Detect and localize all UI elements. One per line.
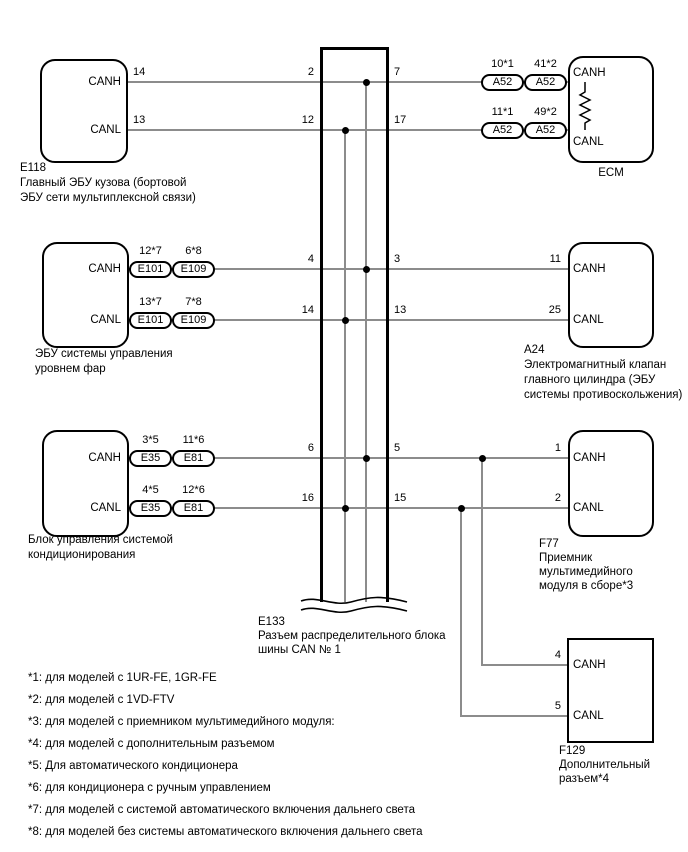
bus-pin-number: 17	[394, 114, 407, 126]
can-bus-e133-top-edge	[320, 47, 389, 50]
junction-dot	[363, 79, 370, 86]
connector-pin: 4*5	[142, 484, 159, 496]
block-desc: шины CAN № 1	[258, 644, 341, 656]
bus-pin-number: 12	[301, 114, 314, 126]
signal-label: CANH	[573, 67, 606, 79]
block-ac-ecu	[42, 430, 129, 537]
signal-label: CANL	[573, 502, 604, 514]
block-desc: системы противоскольжения)	[524, 389, 683, 401]
bus-pin-number: 16	[301, 492, 314, 504]
connector: E109	[172, 312, 215, 329]
junction-dot	[342, 127, 349, 134]
bus-pin-number: 5	[394, 442, 401, 454]
junction-dot	[342, 505, 349, 512]
signal-label: CANL	[573, 136, 604, 148]
connector: A52	[524, 122, 567, 139]
block-caption-f129	[559, 744, 650, 786]
bus-pin-number: 3	[394, 253, 401, 265]
block-desc: Разъем распределительного блока	[258, 630, 446, 642]
wire	[460, 715, 567, 717]
connector-pin: 11*1	[491, 106, 514, 118]
pin-number: 11	[549, 253, 561, 265]
block-id: ECM	[598, 167, 624, 179]
block-desc: Электромагнитный клапан	[524, 359, 667, 371]
block-id: E133	[258, 616, 285, 628]
connector: A52	[524, 74, 567, 91]
signal-label: CANH	[573, 659, 606, 671]
signal-label: CANH	[573, 263, 606, 275]
block-f77	[568, 430, 654, 537]
connector-pin: 12*6	[182, 484, 205, 496]
connector: E35	[129, 450, 172, 467]
junction-dot	[342, 317, 349, 324]
connector: E101	[129, 261, 172, 278]
block-caption-e133	[258, 615, 446, 657]
connector: A52	[481, 74, 524, 91]
bus-internal-canl-line	[344, 129, 346, 602]
block-a24	[568, 242, 654, 348]
connector: E35	[129, 500, 172, 517]
footnote: *3: для моделей с приемником мультимедийного модуля:	[28, 716, 335, 728]
footnote: *2: для моделей с 1VD-FTV	[28, 694, 175, 706]
block-desc: ЭБУ сети мультиплексной связи)	[20, 192, 196, 204]
footnote: *6: для кондиционера с ручным управлением	[28, 782, 271, 794]
block-id: F129	[559, 745, 586, 757]
signal-label: CANL	[90, 502, 121, 514]
block-caption-ac	[28, 533, 173, 563]
can-bus-e133-left-edge	[320, 47, 323, 602]
junction-dot	[458, 505, 465, 512]
bus-pin-number: 2	[307, 66, 314, 78]
signal-label: CANH	[573, 452, 606, 464]
signal-label: CANL	[90, 124, 121, 136]
junction-dot	[363, 266, 370, 273]
connector-pin: 49*2	[534, 106, 557, 118]
signal-label: CANH	[88, 76, 121, 88]
connector: E109	[172, 261, 215, 278]
block-desc: главного цилиндра (ЭБУ	[524, 374, 656, 386]
connector-pin: 10*1	[491, 58, 514, 70]
resistor-icon	[578, 82, 592, 130]
connector: E101	[129, 312, 172, 329]
bus-pin-number: 15	[394, 492, 407, 504]
block-id: F77	[539, 538, 559, 550]
pin-number: 25	[548, 304, 561, 316]
block-caption-headlight	[35, 347, 173, 377]
pin-number: 2	[554, 492, 561, 504]
block-caption-f77	[539, 537, 688, 593]
signal-label: CANL	[573, 710, 604, 722]
block-id: A24	[524, 344, 545, 356]
connector-pin: 6*8	[185, 245, 202, 257]
bus-pin-number: 4	[307, 253, 314, 265]
connector-pin: 13*7	[139, 296, 162, 308]
bus-pin-number: 7	[394, 66, 401, 78]
pin-number: 14	[133, 66, 146, 78]
block-id: E118	[20, 162, 47, 174]
pin-number: 1	[554, 442, 561, 454]
connector-pin: 3*5	[142, 434, 159, 446]
block-caption-e118	[20, 161, 196, 206]
signal-label: CANH	[88, 452, 121, 464]
connector-pin: 12*7	[139, 245, 162, 257]
block-headlight-ecu	[42, 242, 129, 348]
signal-label: CANH	[88, 263, 121, 275]
bus-pin-number: 13	[394, 304, 407, 316]
footnote: *1: для моделей с 1UR-FE, 1GR-FE	[28, 672, 217, 684]
pin-number: 4	[554, 649, 561, 661]
block-desc: Дополнительный	[559, 759, 651, 771]
pin-number: 5	[554, 700, 561, 712]
can-bus-e133-right-edge	[386, 47, 389, 602]
footnote: *8: для моделей без системы автоматического включения дальнего света	[28, 826, 423, 838]
connector-pin: 7*8	[185, 296, 202, 308]
footnote: *5: Для автоматического кондиционера	[28, 760, 238, 772]
block-desc: Приемник мультимедийного	[539, 552, 633, 578]
bus-pin-number: 14	[301, 304, 314, 316]
signal-label: CANL	[573, 314, 604, 326]
block-desc: модуля в сборе*3	[539, 580, 634, 592]
connector-pin: 41*2	[534, 58, 557, 70]
footnote: *4: для моделей с дополнительным разъемом	[28, 738, 275, 750]
bus-internal-canh-line	[365, 81, 367, 602]
block-desc: уровнем фар	[35, 363, 106, 375]
footnote: *7: для моделей с системой автоматического включения дальнего света	[28, 804, 415, 816]
wire	[460, 507, 462, 716]
connector: E81	[172, 450, 215, 467]
junction-dot	[363, 455, 370, 462]
block-caption-a24	[524, 343, 682, 403]
bus-pin-number: 6	[307, 442, 314, 454]
block-desc: Главный ЭБУ кузова (бортовой	[20, 177, 187, 189]
junction-dot	[479, 455, 486, 462]
block-desc: Блок управления системой	[28, 534, 173, 546]
block-desc: кондиционирования	[28, 549, 136, 561]
block-caption-ecm	[568, 166, 654, 181]
connector-pin: 11*6	[182, 434, 205, 446]
connector: E81	[172, 500, 215, 517]
pin-number: 13	[133, 114, 146, 126]
block-f129	[567, 638, 654, 743]
wire	[481, 457, 483, 665]
block-desc: разъем*4	[559, 773, 610, 785]
wire	[481, 664, 567, 666]
signal-label: CANL	[90, 314, 121, 326]
connector: A52	[481, 122, 524, 139]
block-desc: ЭБУ системы управления	[35, 348, 173, 360]
